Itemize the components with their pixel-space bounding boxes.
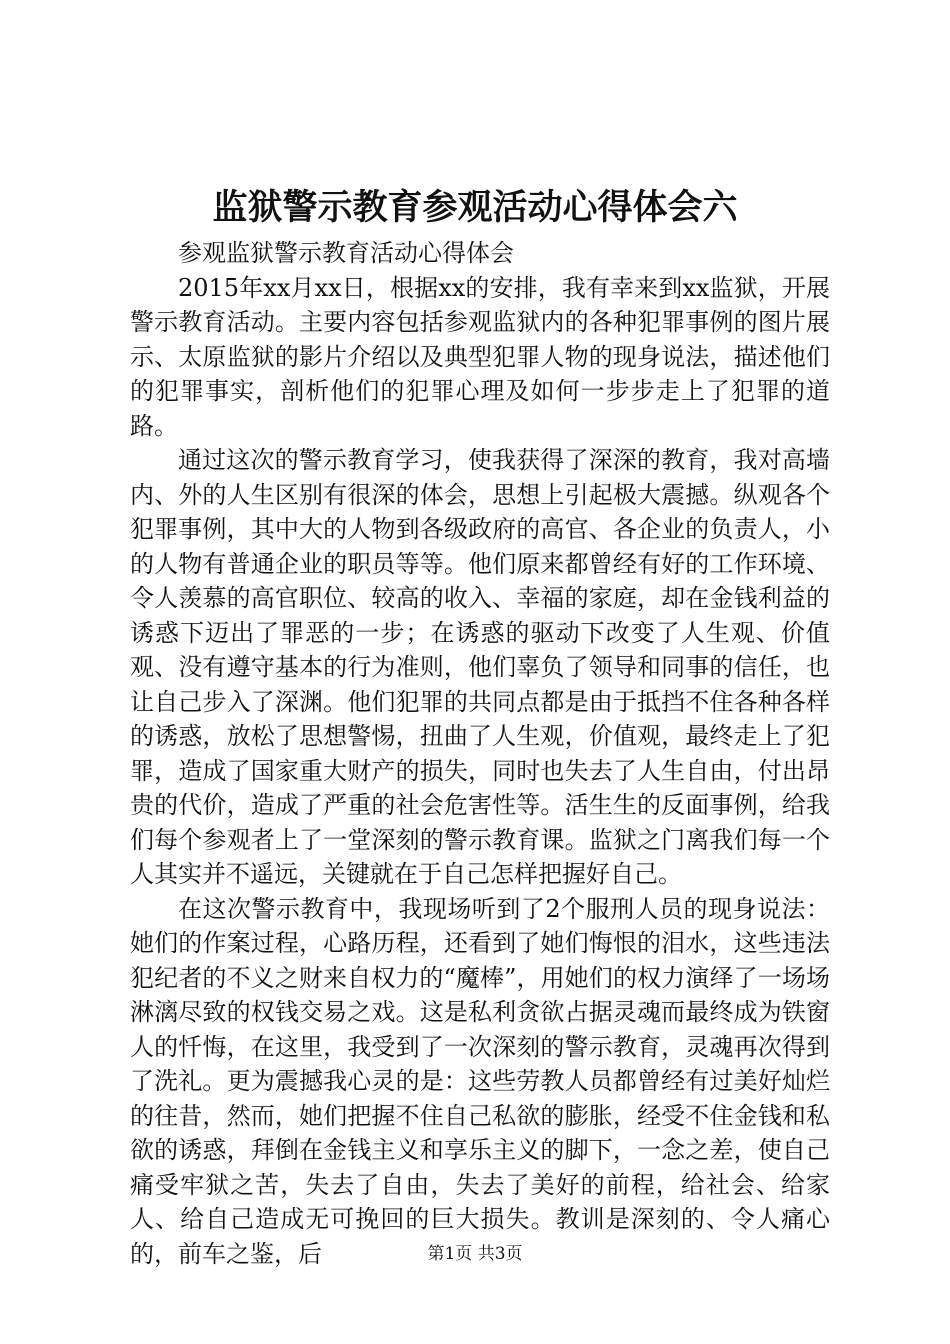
paragraph-1: 2015年xx月xx日，根据xx的安排，我有幸来到xx监狱，开展警示教育活动。主要内容包括参观监狱内的各种犯罪事例的图片展示、太原监狱的影片介绍以及典型犯罪人物的现身说法，描述他们的犯罪事实，剖析他们的犯罪心理及如何一步步走上了犯罪的道路。 (130, 273, 830, 440)
paragraph-2: 通过这次的警示教育学习，使我获得了深深的教育，我对高墙内、外的人生区别有很深的体会，思想上引起极大震撼。纵观各个犯罪事例，其中大的人物到各级政府的高官、各企业的负责人，小的人物有普通企业的职员等等。他们原来都曾经有好的工作环境、令人羡慕的高官职位、较高的收入、幸福的家庭，却在金钱利益的诱惑下迈出了罪恶的一步；在诱惑的驱动下改变了人生观、价值观、没有遵守基本的行为准则，他们辜负了领导和同事的信任，也让自己步入了深渊。他们犯罪的共同点都是由于抵挡不住各种各样的诱惑，放松了思想警惕，扭曲了人生观，价值观，最终走上了犯罪，造成了国家重大财产的损失，同时也失去了人生自由，付出昂贵的代价，造成了严重的社会危害性等。活生生的反面事例，给我们每个参观者上了一堂深刻的警示教育课。监狱之门离我们每一个人其实并不遥远，关键就在于自己怎样把握好自己。 (130, 446, 830, 888)
document-body (130, 236, 830, 1271)
paragraph-subtitle: 参观监狱警示教育活动心得体会 (178, 239, 514, 267)
page-footer: 第1页 共3页 (427, 1244, 523, 1264)
paragraph-3: 在这次警示教育中，我现场听到了2个服刑人员的现身说法：她们的作案过程，心路历程，还看到了她们悔恨的泪水，这些违法犯纪者的不义之财来自权力的“魔棒”，用她们的权力演绎了一场场淋漓尽致的权钱交易之戏。这是私利贪欲占据灵魂而最终成为铁窗人的忏悔，在这里，我受到了一次深刻的警示教育，灵魂再次得到了洗礼。更为震撼我心灵的是：这些劳教人员都曾经有过美好灿烂的往昔，然而，她们把握不住自己私欲的膨胀，经受不住金钱和私欲的诱惑，拜倒在金钱主义和享乐主义的脚下，一念之差，使自己痛受牢狱之苦，失去了自由，失去了美好的前程，给社会、给家人、给自己造成无可挽回的巨大损失。教训是深刻的、令人痛心的，前车之鉴，后 (130, 894, 830, 1268)
document-title: 监狱警示教育参观活动心得体会六 (212, 187, 738, 228)
